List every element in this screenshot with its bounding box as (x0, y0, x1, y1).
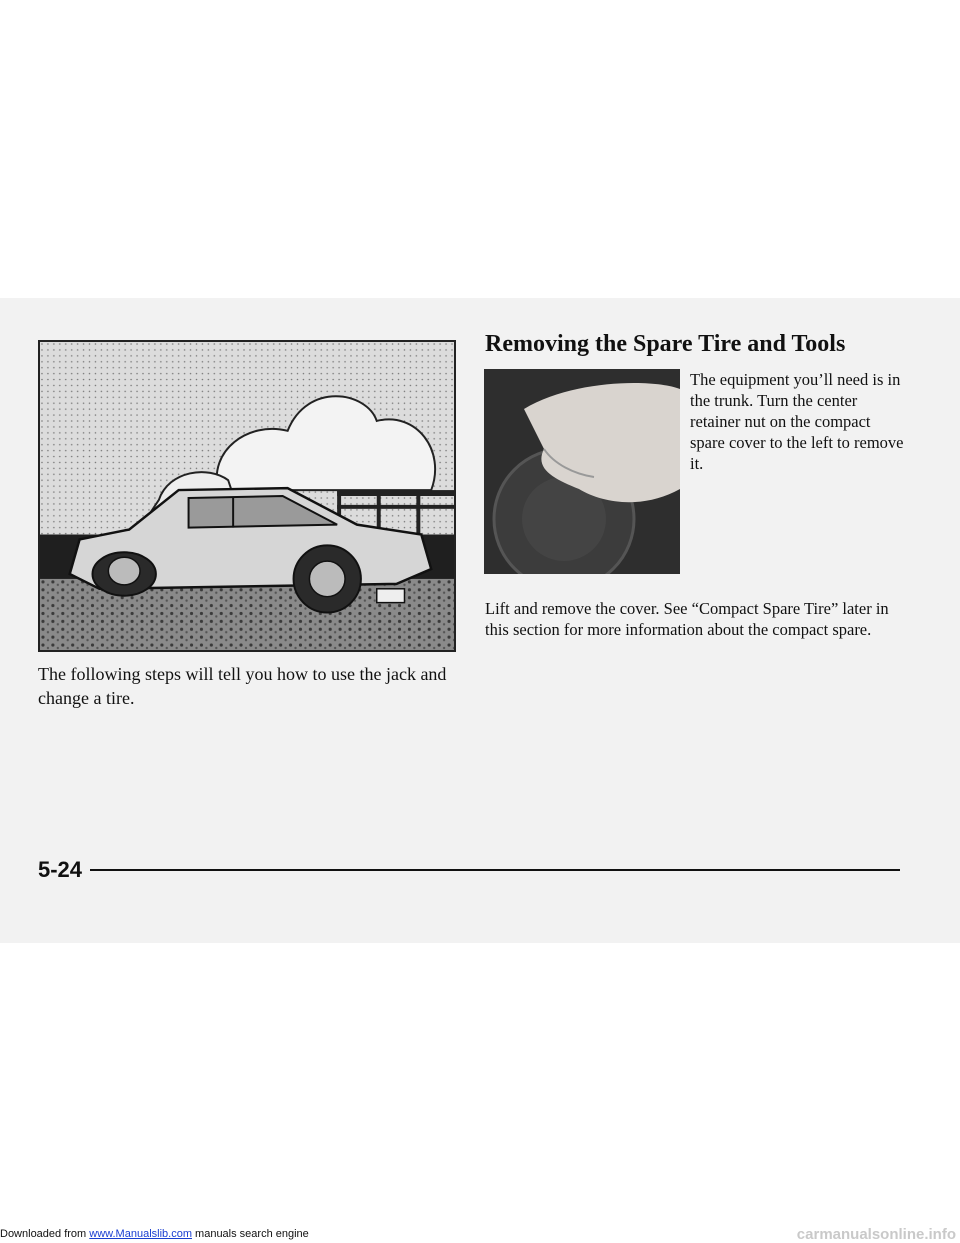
page-number: 5-24 (38, 857, 83, 882)
steps-intro-paragraph: The following steps will tell you how to use the jack and change a tire. (38, 664, 447, 708)
watermark: carmanualsonline.info (796, 1226, 956, 1243)
banner-prefix: Downloaded from (0, 1228, 90, 1240)
car-flat-tire-illustration (38, 340, 456, 652)
equipment-paragraph: The equipment you’ll need is in the trunk. Turn the center retainer nut on the compact spare cover to the left to remove it. (690, 370, 904, 473)
download-banner (0, 1228, 309, 1240)
page-footer (38, 855, 900, 885)
manualslib-link[interactable]: www.Manualslib.com (89, 1228, 192, 1240)
footer-rule (90, 869, 900, 871)
banner-suffix: manuals search engine (191, 1228, 309, 1240)
section-title: Removing the Spare Tire and Tools (485, 331, 846, 357)
lift-cover-paragraph: Lift and remove the cover. See “Compact Spare Tire” later in this section for more information about the compact spare. (485, 599, 889, 639)
spare-cover-retainer-photo (484, 369, 680, 574)
